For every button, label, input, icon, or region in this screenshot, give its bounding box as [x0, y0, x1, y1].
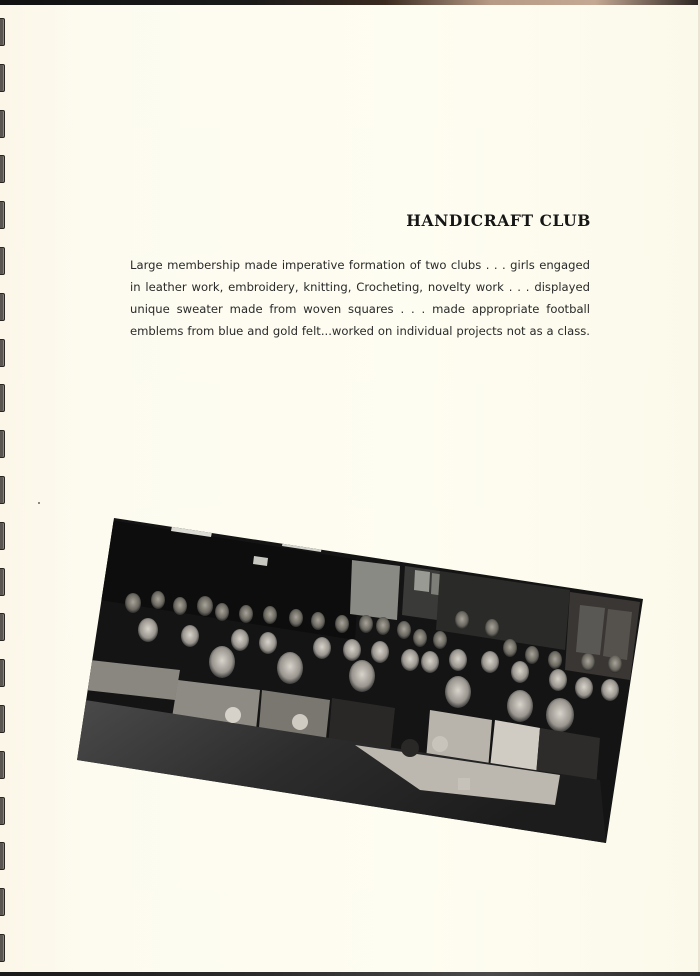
- article-line: in leather work, embroidery, knitting, Crocheting, novelty work . . . displayed: [130, 280, 590, 294]
- article-line: emblems from blue and gold felt...worked on individual projects not as a class.: [130, 324, 590, 338]
- article-line: unique sweater made from woven squares . . . made appropriate football: [130, 302, 590, 316]
- page-title: HANDICRAFT CLUB: [406, 211, 591, 230]
- article-line: Large membership made imperative formation of two clubs . . . girls engaged: [130, 258, 590, 272]
